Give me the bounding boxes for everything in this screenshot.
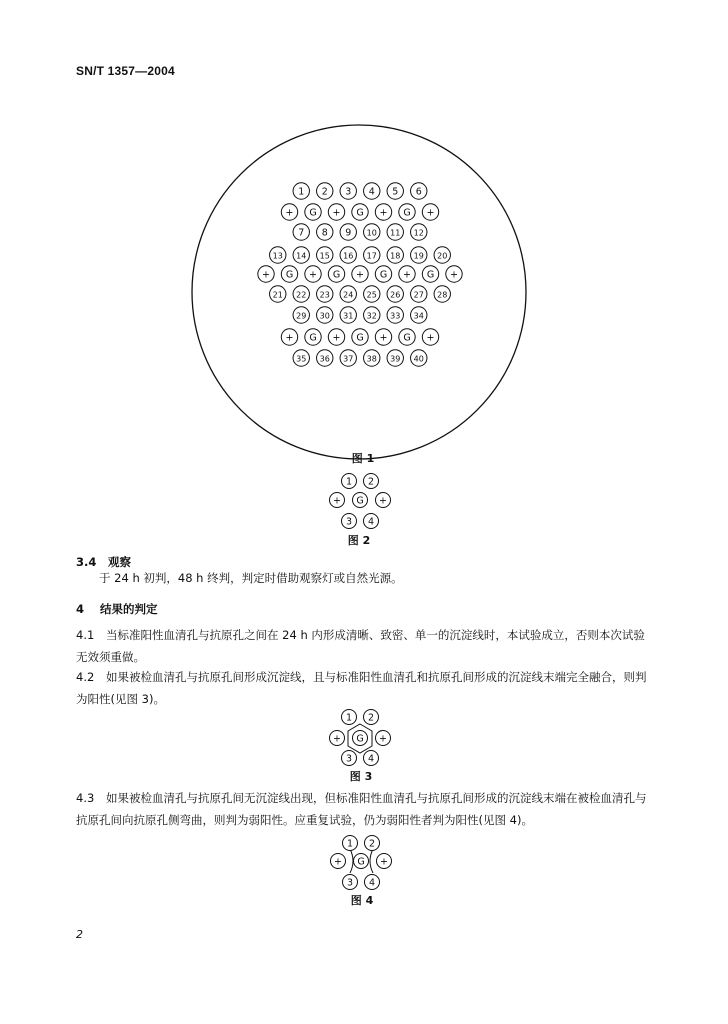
section-number: 4.1 [76, 628, 95, 642]
section-number: 4 [76, 602, 85, 616]
well-label: 3 [345, 186, 352, 198]
well-label: 22 [296, 290, 307, 300]
well-label: 37 [343, 354, 354, 364]
well-label: 14 [296, 251, 307, 261]
well-label: + [426, 332, 435, 344]
section-title: 观察 [108, 555, 132, 569]
antigen-well [354, 854, 369, 869]
section-number: 4.2 [76, 670, 95, 684]
well-label: G [332, 269, 341, 281]
well-label: 20 [437, 251, 448, 261]
well-label: G [356, 495, 364, 507]
well-label: + [334, 856, 342, 868]
well-label: 13 [272, 251, 283, 261]
well-label: + [379, 207, 388, 219]
test-serum-well [365, 875, 380, 890]
section-body: 如果被检血清孔与抗原孔间形成沉淀线，且与标准阳性血清孔和抗原孔间形成的沉淀线末端完全融合，则判为阳性(见图 3)。 [76, 670, 647, 706]
section-number: 4.3 [76, 791, 95, 805]
well-label: G [357, 856, 365, 868]
well-label: + [380, 856, 388, 868]
well-label: 29 [296, 311, 307, 321]
well-label: G [285, 269, 294, 281]
well-label: G [426, 269, 435, 281]
well-label: 23 [319, 290, 330, 300]
well-label: 9 [345, 227, 352, 239]
well-label: 3 [345, 753, 353, 765]
well-label: 31 [343, 311, 354, 321]
well-label: 19 [413, 251, 424, 261]
positive-serum-well [377, 854, 392, 869]
well-label: + [379, 733, 387, 745]
well-label: + [379, 495, 387, 507]
section-body: 当标准阳性血清孔与抗原孔之间在 24 h 内形成清晰、致密、单一的沉淀线时，本试验成立，否则本次试验无效须重做。 [76, 628, 645, 664]
figure-2-caption: 图 2 [347, 534, 371, 547]
well-label: 11 [390, 228, 401, 238]
well-label: 4 [368, 877, 376, 889]
well-label: 24 [343, 290, 354, 300]
test-serum-well [343, 836, 358, 851]
well-label: 28 [437, 290, 448, 300]
well-label: G [403, 207, 411, 219]
well-label: + [333, 495, 341, 507]
well-label: G [356, 733, 364, 745]
well-label: + [426, 207, 435, 219]
section-number: 3.4 [76, 555, 97, 569]
well-label: + [356, 269, 364, 281]
well-label: 21 [272, 290, 283, 300]
well-label: + [309, 269, 317, 281]
well-label: + [379, 332, 388, 344]
section-3-4-body: 于 24 h 初判，48 h 终判，判定时借助观察灯或自然光源。 [99, 571, 403, 585]
figure-4-caption: 图 4 [350, 894, 374, 907]
well-label: 15 [319, 251, 330, 261]
well-label: 8 [321, 227, 328, 239]
well-label: 5 [392, 186, 399, 198]
well-label: G [403, 332, 411, 344]
well-label: + [262, 269, 270, 281]
standard-code-header: SN/T 1357—2004 [76, 64, 175, 78]
section-body: 如果被检血清孔与抗原孔间无沉淀线出现，但标准阳性血清孔与抗原孔间形成的沉淀线末端在被检血清孔与抗原孔间向抗原孔侧弯曲，则判为弱阳性。应重复试验，仍为弱阳性者判为阳性(见图 4)。 [76, 791, 647, 827]
well-label: 35 [296, 354, 307, 364]
well-label: + [332, 207, 341, 219]
well-label: 1 [346, 838, 354, 850]
well-label: 10 [366, 228, 377, 238]
well-label: 32 [366, 311, 377, 321]
well-label: 27 [413, 290, 424, 300]
page-number: 2 [76, 928, 83, 941]
well-label: + [332, 332, 341, 344]
well-label: 33 [390, 311, 401, 321]
well-label: 26 [390, 290, 401, 300]
figure-1-caption: 图 1 [351, 452, 375, 465]
well-label: 4 [367, 753, 375, 765]
well-label: G [309, 207, 317, 219]
well-label: 38 [366, 354, 377, 364]
well-label: 17 [366, 251, 377, 261]
well-label: 4 [368, 186, 375, 198]
well-label: 2 [368, 838, 376, 850]
well-label: + [285, 207, 294, 219]
well-label: 6 [415, 186, 422, 198]
well-label: 40 [413, 354, 424, 364]
positive-serum-well [331, 854, 346, 869]
well-label: 3 [345, 516, 353, 528]
well-label: G [379, 269, 388, 281]
test-serum-well [365, 836, 380, 851]
well-label: 2 [367, 712, 375, 724]
well-label: + [285, 332, 294, 344]
well-label: 12 [413, 228, 424, 238]
well-label: 7 [298, 227, 305, 239]
well-label: 30 [319, 311, 330, 321]
section-title: 结果的判定 [100, 602, 158, 616]
precipitation-line-curved-left [350, 849, 353, 873]
well-label: 39 [390, 354, 401, 364]
well-label: 1 [345, 476, 353, 488]
well-label: G [356, 332, 364, 344]
well-label: 16 [343, 251, 354, 261]
well-label: 2 [367, 476, 375, 488]
well-label: 3 [346, 877, 354, 889]
well-label: 1 [345, 712, 353, 724]
well-label: 1 [298, 186, 305, 198]
well-label: + [450, 269, 458, 281]
test-serum-well [343, 875, 358, 890]
well-label: G [356, 207, 364, 219]
figure-3-caption: 图 3 [349, 770, 373, 783]
well-label: 4 [367, 516, 375, 528]
well-label: 25 [366, 290, 377, 300]
well-label: 34 [413, 311, 424, 321]
well-label: G [309, 332, 317, 344]
well-label: 2 [321, 186, 328, 198]
well-label: + [333, 733, 341, 745]
well-label: + [403, 269, 411, 281]
well-label: 36 [319, 354, 330, 364]
precipitation-line-curved-right [370, 849, 373, 873]
well-label: 18 [390, 251, 401, 261]
